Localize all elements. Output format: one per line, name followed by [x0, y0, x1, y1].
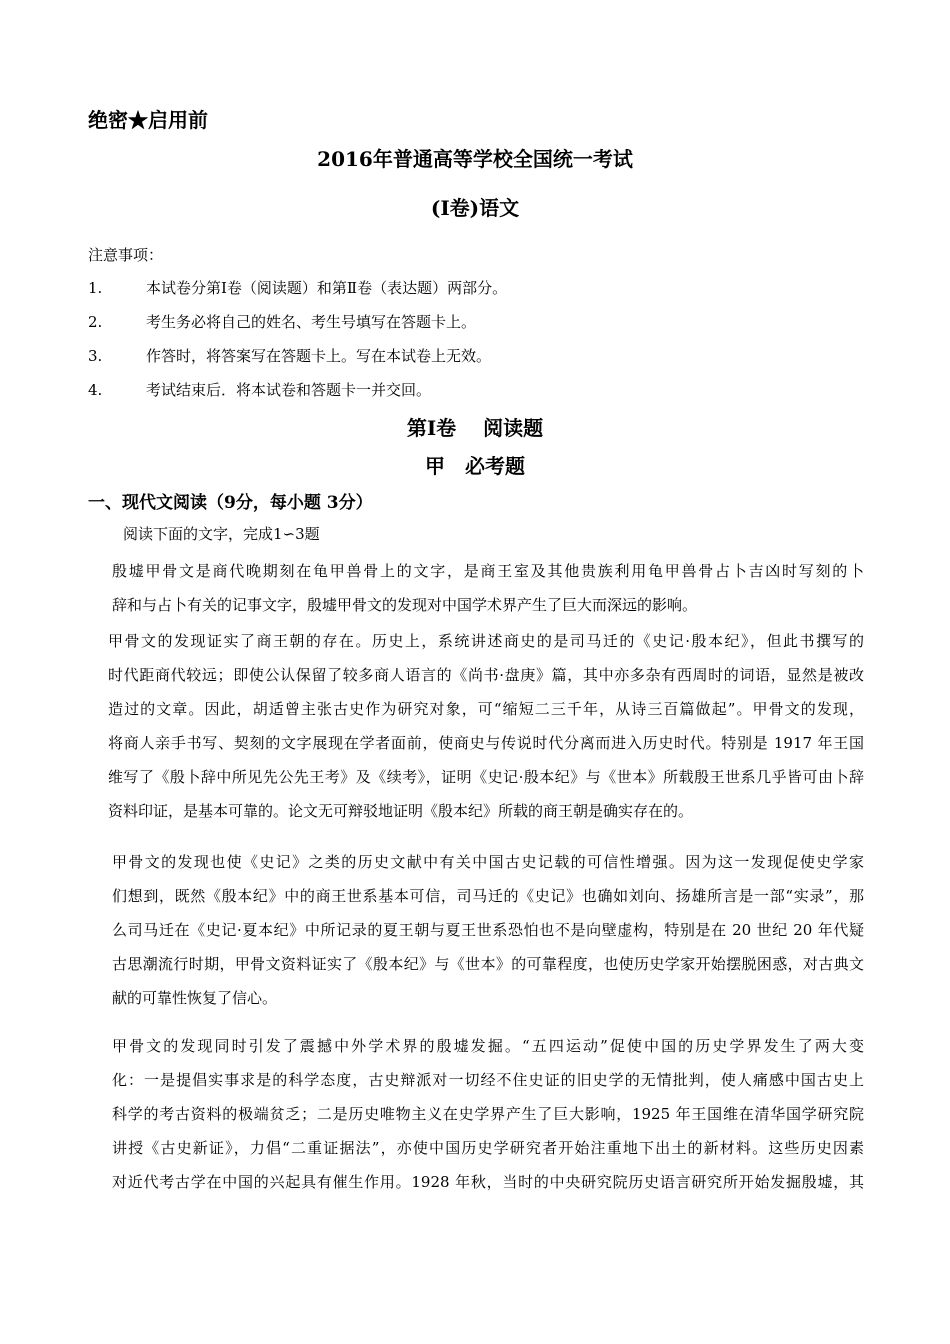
passage-paragraph-3	[88, 845, 864, 1015]
part-title: 一、现代文阅读（9分，每小题 3分）	[88, 493, 373, 513]
passage-line: 甲骨文的发现也使《史记》之类的历史文献中有关中国古史记载的可信性增强。因为这一发现促使史学家	[112, 853, 864, 871]
passage-paragraph-1	[88, 554, 864, 622]
notice-item-text: 考生务必将自己的姓名、考生号填写在答题卡上。	[146, 313, 477, 331]
passage-line: 资料印证，是基本可靠的。论文无可辩驳地证明《殷本纪》所载的商王朝是确实存在的。	[108, 802, 694, 820]
notice-item-text: 本试卷分第Ⅰ卷（阅读题）和第Ⅱ卷（表达题）两部分。	[146, 279, 508, 297]
passage-line: 化：一是提倡实事求是的科学态度，古史辩派对一切经不住史证的旧史学的无情批判，使人痛感中国古史上	[112, 1071, 864, 1089]
passage-line: 科学的考古资料的极端贫乏；二是历史唯物主义在史学界产生了巨大影响，1925 年王国维在清华国学研究院	[112, 1105, 864, 1123]
passage-line: 甲骨文的发现证实了商王朝的存在。历史上，系统讲述商史的是司马迁的《史记·殷本纪》，但此书撰写的	[108, 632, 864, 650]
paper-title: (Ⅰ卷)语文	[430, 196, 520, 220]
passage-line: 甲骨文的发现同时引发了震撼中外学术界的殷墟发掘。“五四运动”促使中国的历史学界发生了两大变	[112, 1037, 864, 1055]
passage-line: 时代距商代较远；即使公认保留了较多商人语言的《尚书·盘庚》篇，其中亦多杂有西周时的词语，显然是被改	[108, 666, 864, 684]
notice-item-text: 考试结束后．将本试卷和答题卡一并交回。	[146, 381, 432, 399]
notice-item-number: 2.	[88, 313, 103, 331]
notice-item-text: 作答时，将答案写在答题卡上。写在本试卷上无效。	[146, 347, 492, 365]
notice-item	[88, 311, 476, 332]
volume-title: 第Ⅰ卷 阅读题	[406, 416, 544, 440]
passage-line: 将商人亲手书写、契刻的文字展现在学者面前，使商史与传说时代分离而进入历史时代。特别是 1917 年王国	[108, 734, 864, 752]
passage-line: 造过的文章。因此，胡适曾主张古史作为研究对象，可“缩短二三千年，从诗三百篇做起”。甲骨文的发现，	[108, 700, 864, 718]
passage-line: 讲授《古史新证》，力倡“二重证据法”，亦使中国历史学研究者开始注重地下出土的新材料。这些历史因素	[112, 1139, 864, 1157]
passage-line: 辞和与占卜有关的记事文字，殷墟甲骨文的发现对中国学术界产生了巨大而深远的影响。	[112, 596, 698, 614]
notice-item	[88, 277, 507, 298]
exam-title: 2016年普通高等学校全国统一考试	[317, 147, 633, 171]
subsection-title: 甲 必考题	[425, 454, 525, 478]
passage-line: 古思潮流行时期，甲骨文资料证实了《殷本纪》与《世本》的可靠程度，也使历史学家开始摆脱困惑，对古典文	[112, 955, 864, 973]
passage-line: 对近代考古学在中国的兴起具有催生作用。1928 年秋，当时的中央研究院历史语言研究所开始发掘殷墟，其	[112, 1173, 864, 1191]
passage-line: 么司马迁在《史记·夏本纪》中所记录的夏王朝与夏王世系恐怕也不是向壁虚构，特别是在 20 世纪 20 年代疑	[112, 921, 864, 939]
notice-heading: 注意事项：	[88, 246, 164, 264]
notice-item-number: 3.	[88, 347, 103, 365]
reading-instruction: 阅读下面的文字，完成1∽3题	[123, 525, 320, 543]
secret-label: 绝密★启用前	[88, 108, 208, 132]
passage-paragraph-4	[88, 1029, 864, 1199]
notice-item-number: 1.	[88, 279, 103, 297]
passage-line: 殷墟甲骨文是商代晚期刻在龟甲兽骨上的文字，是商王室及其他贵族利用龟甲兽骨占卜吉凶时写刻的卜	[112, 562, 864, 580]
passage-paragraph-2	[88, 624, 864, 828]
passage-line: 们想到，既然《殷本纪》中的商王世系基本可信，司马迁的《史记》也确如刘向、扬雄所言是一部“实录”，那	[112, 887, 864, 905]
notice-item-number: 4.	[88, 381, 103, 399]
notice-item	[88, 345, 491, 366]
passage-line: 献的可靠性恢复了信心。	[112, 989, 278, 1007]
notice-item	[88, 379, 431, 400]
passage-line: 维写了《殷卜辞中所见先公先王考》及《续考》，证明《史记·殷本纪》与《世本》所载殷王世系几乎皆可由卜辞	[108, 768, 864, 786]
